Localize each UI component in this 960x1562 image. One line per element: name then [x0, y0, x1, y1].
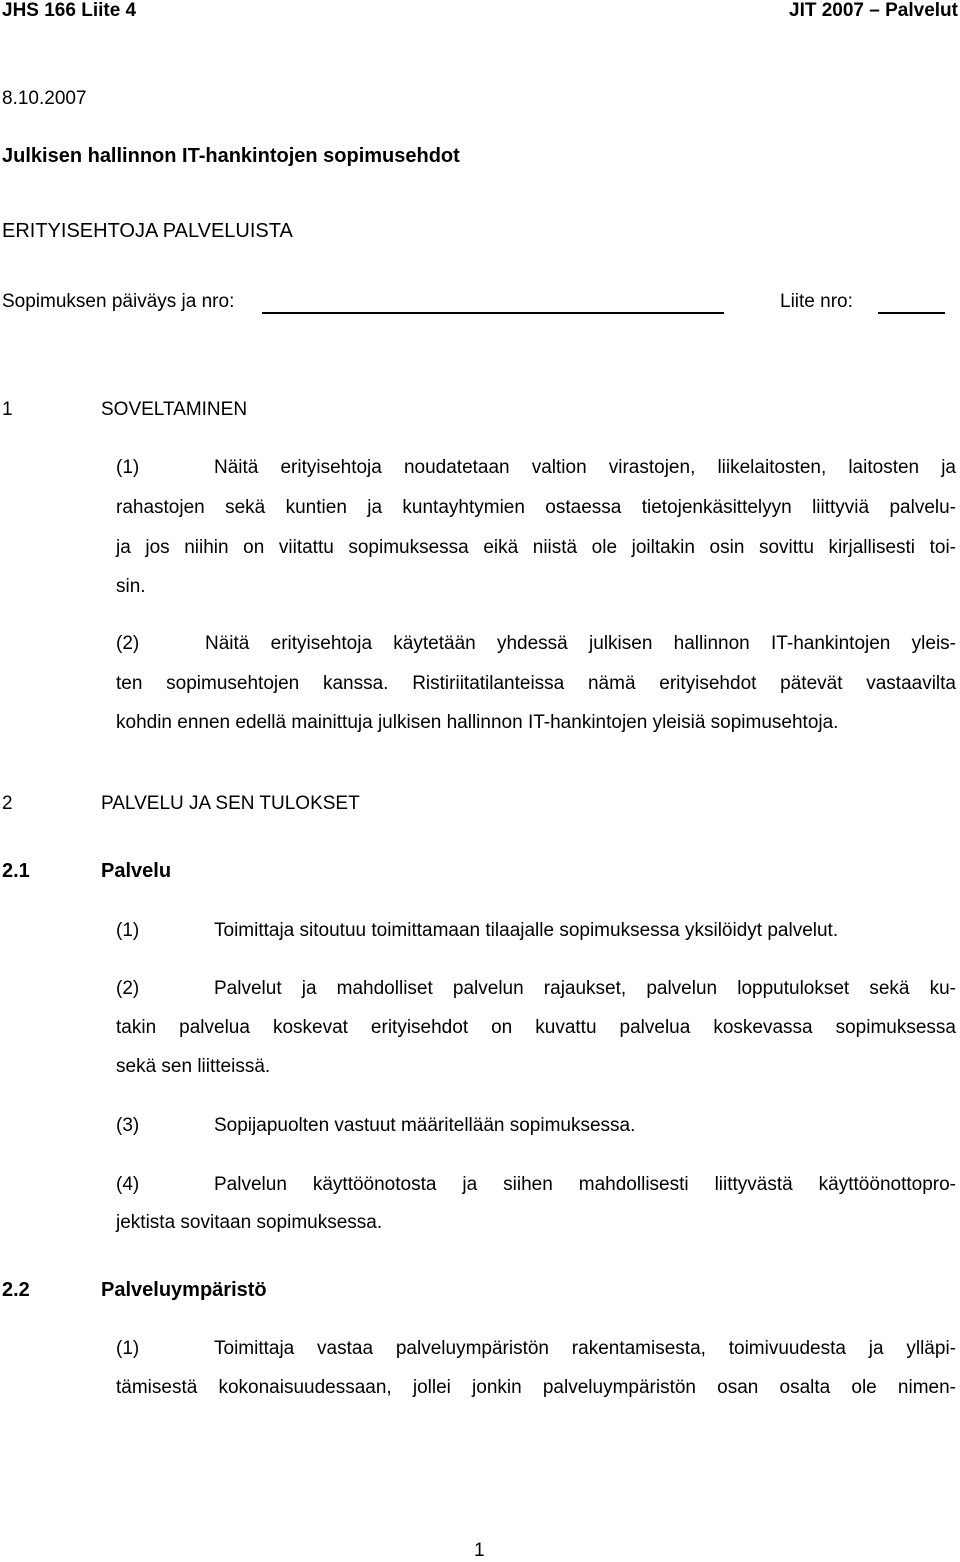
section-2-2-p1-number: (1): [116, 1338, 140, 1359]
section-1-p2-line-1: Näitä erityisehtoja käytetään yhdessä julkisen hallinnon IT-hankintojen yleis-: [205, 633, 956, 654]
section-2-1-p2-number: (2): [116, 978, 140, 999]
section-2-1-p4-line-2: jektista sovitaan sopimuksessa.: [116, 1212, 383, 1233]
section-1-number: 1: [2, 399, 13, 420]
section-1-p1-line-4: sin.: [116, 576, 146, 597]
section-2-1-p3-number: (3): [116, 1115, 140, 1136]
section-2-1-p2-line-2: takin palvelua koskevat erityisehdot on kuvattu palvelua koskevassa sopimuksessa: [116, 1017, 956, 1038]
header-right: JIT 2007 – Palvelut: [789, 0, 958, 21]
section-1-p2-line-3: kohdin ennen edellä mainittuja julkisen hallinnon IT-hankintojen yleisiä sopimusehtoja.: [116, 712, 839, 733]
section-1-p1-number: (1): [116, 457, 140, 478]
header-left: JHS 166 Liite 4: [2, 0, 137, 21]
section-2-1-p2-line-1: Palvelut ja mahdolliset palvelun rajaukset, palvelun lopputulokset sekä ku-: [214, 978, 956, 999]
section-1-p1-line-1: Näitä erityisehtoja noudatetaan valtion virastojen, liikelaitosten, laitosten ja: [214, 457, 956, 478]
section-2-2-p1-line-2: tämisestä kokonaisuudessaan, jollei jonkin palveluympäristön osan osalta ole nimen-: [116, 1377, 956, 1398]
section-1-p2-number: (2): [116, 633, 140, 654]
section-2-1-p1-number: (1): [116, 920, 140, 941]
section-1-p1-line-2: rahastojen sekä kuntien ja kuntayhtymien ostaessa tietojenkäsittelyyn liittyviä palvelu-: [116, 497, 956, 518]
section-2-2-p1-line-1: Toimittaja vastaa palveluympäristön rakentamisesta, toimivuudesta ja ylläpi-: [214, 1338, 956, 1359]
document-title: Julkisen hallinnon IT-hankintojen sopimusehdot: [2, 145, 460, 167]
annex-number-label: Liite nro:: [780, 291, 853, 312]
section-2-2-heading: Palveluympäristö: [101, 1279, 267, 1301]
section-2-1-p4-number: (4): [116, 1174, 140, 1195]
section-1-heading: SOVELTAMINEN: [101, 399, 248, 420]
section-1-p2-line-2: ten sopimusehtojen kanssa. Ristiriitatilanteissa nämä erityisehdot pätevät vastaavilta: [116, 673, 956, 694]
section-1-p1-line-3: ja jos niihin on viitattu sopimuksessa eikä niistä ole joiltakin osin sovittu kirjallisesti toi-: [116, 537, 956, 558]
document-date: 8.10.2007: [2, 88, 87, 109]
annex-number-field[interactable]: [878, 312, 945, 314]
section-2-1-number: 2.1: [2, 860, 30, 882]
section-2-1-p2-line-3: sekä sen liitteissä.: [116, 1056, 271, 1077]
section-2-heading: PALVELU JA SEN TULOKSET: [101, 793, 360, 814]
section-2-2-number: 2.2: [2, 1279, 30, 1301]
agreement-date-field[interactable]: [262, 312, 724, 314]
section-2-1-p1-line-1: Toimittaja sitoutuu toimittamaan tilaajalle sopimuksessa yksilöidyt palvelut.: [214, 920, 839, 941]
section-2-number: 2: [2, 793, 13, 814]
section-2-1-p3-line-1: Sopijapuolten vastuut määritellään sopimuksessa.: [214, 1115, 636, 1136]
section-2-1-heading: Palvelu: [101, 860, 172, 882]
document-subtitle: ERITYISEHTOJA PALVELUISTA: [2, 220, 293, 242]
section-2-1-p4-line-1: Palvelun käyttöönotosta ja siihen mahdollisesti liittyvästä käyttöönottopro-: [214, 1174, 956, 1195]
agreement-date-label: Sopimuksen päiväys ja nro:: [2, 291, 235, 312]
page-number: 1: [474, 1540, 485, 1561]
